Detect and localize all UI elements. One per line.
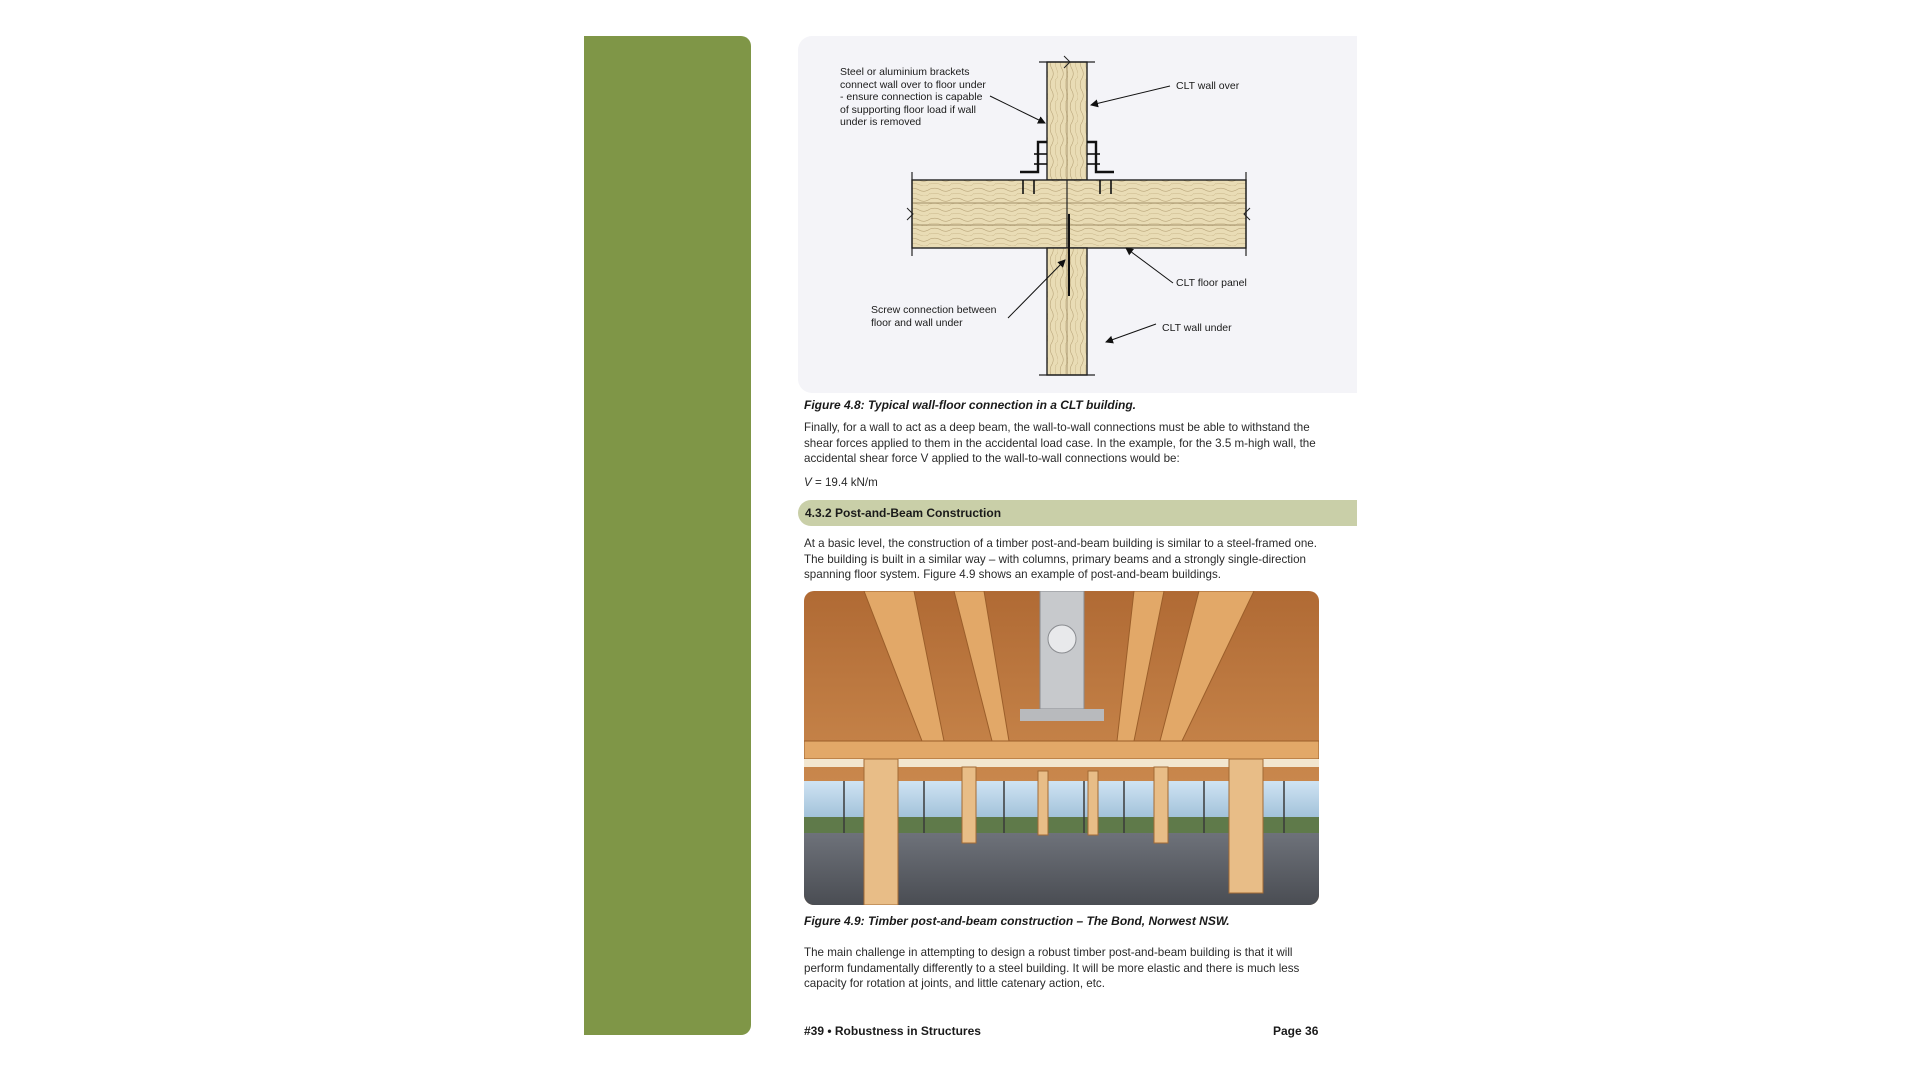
equation-value: = 19.4 kN/m [811, 476, 878, 489]
label-clt-wall-over: CLT wall over [1176, 80, 1240, 92]
side-color-bar [584, 36, 751, 1035]
paragraph-main-challenge: The main challenge in attempting to design a robust timber post-and-beam building is that it will perform fundamentally differently to a steel building. It will be more elastic and there is much less capacity for rotation at joints, and little catenary action, etc. [804, 946, 1300, 991]
footer-publication-title: #39 • Robustness in Structures [804, 1024, 981, 1038]
clt-connection-diagram [798, 36, 1357, 393]
section-heading-bar [798, 500, 1357, 526]
label-clt-floor-panel: CLT floor panel [1176, 277, 1247, 289]
paragraph-wall-connections: Finally, for a wall to act as a deep beam, the wall-to-wall connections must be able to withstand the shear forces applied to them in the accidental load case. In the example, for the 3.5 m-high wall, the accidental shear force V applied to the wall-to-wall connections would be: [804, 421, 1316, 466]
equation-shear-force [804, 476, 878, 489]
label-screw-connection: Screw connection between floor and wall under [871, 304, 997, 329]
footer-page-number: Page 36 [1273, 1024, 1319, 1038]
figure-4-9-caption: Figure 4.9: Timber post-and-beam construction – The Bond, Norwest NSW. [804, 914, 1230, 928]
paragraph-post-and-beam: At a basic level, the construction of a timber post-and-beam building is similar to a steel-framed one. The building is built in a similar way – with columns, primary beams and a strongly single-direction spanning floor system. Figure 4.9 shows an example of post-and-beam buildings. [804, 537, 1317, 582]
section-title: 4.3.2 Post-and-Beam Construction [805, 506, 1002, 520]
equation-symbol: V [804, 476, 812, 489]
post-and-beam-photo [804, 591, 1319, 905]
figure-4-8-caption: Figure 4.8: Typical wall-floor connection in a CLT building. [804, 398, 1137, 412]
label-clt-wall-under: CLT wall under [1162, 322, 1232, 334]
label-brackets: Steel or aluminium brackets connect wall over to floor under - ensure connection is capable of supporting floor load if wall under is removed [840, 66, 986, 128]
